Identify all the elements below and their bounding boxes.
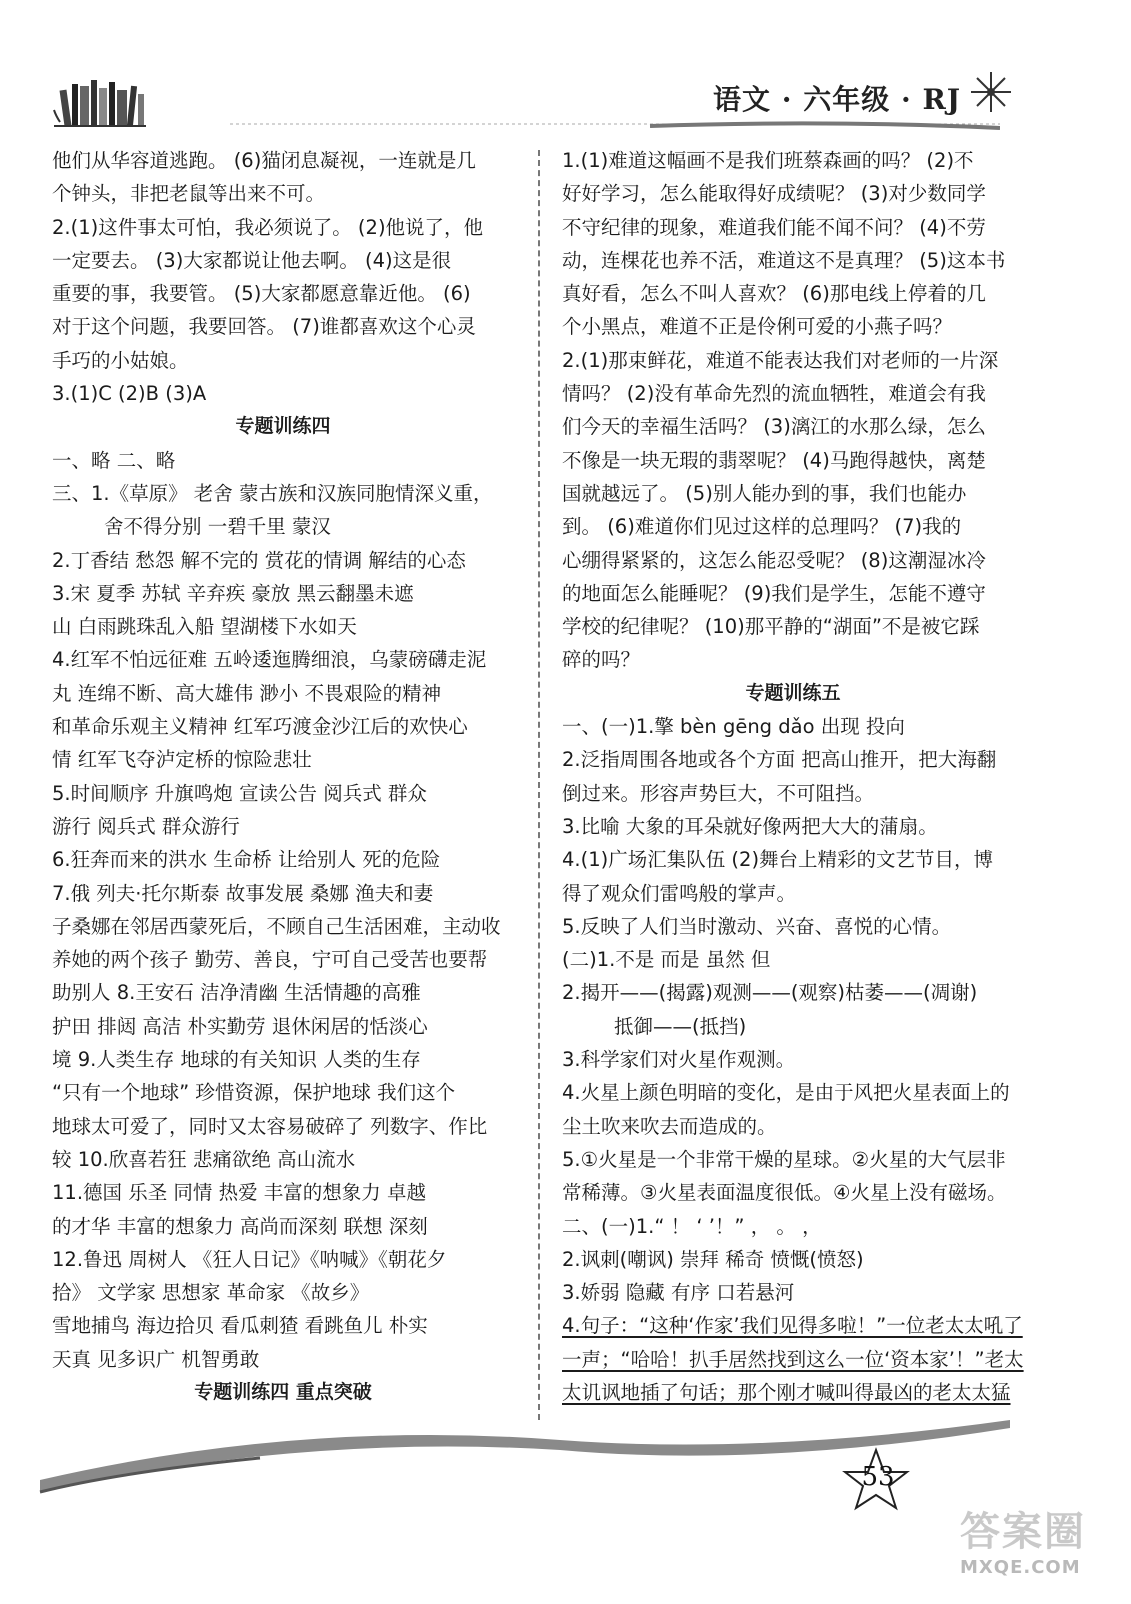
star-decoration-icon: [969, 70, 1013, 114]
page-header: [0, 0, 1131, 140]
text-line: 情 红军飞夺泸定桥的惊险悲壮: [52, 748, 312, 772]
text-line: 2.丁香结 愁怨 解不完的 赏花的情调 解结的心态: [52, 548, 466, 572]
text-line: 心绷得紧紧的，这怎么能忍受呢？ (8)这潮湿冰冷: [562, 548, 986, 572]
text-line: 拾》 文学家 思想家 革命家 《故乡》: [52, 1281, 370, 1305]
text-line: 一定要去。 (3)大家都说让他去啊。 (4)这是很: [52, 248, 452, 272]
text-line: 11.德国 乐圣 同情 热爱 丰富的想象力 卓越: [52, 1181, 427, 1205]
page-number: 53: [861, 1462, 895, 1492]
text-line: 2.讽刺(嘲讽) 崇拜 稀奇 愤慨(愤怒): [562, 1247, 864, 1271]
text-line: “只有一个地球” 珍惜资源，保护地球 我们这个: [52, 1081, 456, 1105]
text-line-indented: 抵御——(抵挡): [614, 1014, 747, 1038]
text-line: 动，连棵花也养不活，难道这不是真理？ (5)这本书: [562, 248, 1006, 272]
text-line: 子桑娜在邻居西蒙死后，不顾自己生活困难，主动收: [52, 914, 501, 938]
text-line: 手巧的小姑娘。: [52, 348, 189, 372]
books-icon: [52, 76, 148, 128]
text-line: 们今天的幸福生活吗？ (3)漓江的水那么绿，怎么: [562, 415, 986, 439]
text-line: 游行 阅兵式 群众游行: [52, 814, 240, 838]
text-line: 1.(1)难道这幅画不是我们班蔡森画的吗？ (2)不: [562, 149, 974, 172]
section-heading: 专题训练四 重点突破: [194, 1380, 372, 1403]
text-line: 4.红军不怕远征难 五岭逶迤腾细浪，乌蒙磅礴走泥: [52, 648, 487, 672]
text-line: 常稀薄。③火星表面温度很低。④火星上没有磁场。: [562, 1181, 1007, 1205]
text-line: 得了观众们雷鸣般的掌声。: [562, 881, 797, 905]
text-line: 3.娇弱 隐藏 有序 口若悬河: [562, 1281, 795, 1305]
right-column: [562, 144, 1024, 1409]
text-line: (二)1.不是 而是 虽然 但: [562, 948, 771, 972]
text-line: 天真 见多识广 机智勇敢: [52, 1347, 260, 1371]
text-line: 地球太可爱了，同时又太容易破碎了 列数字、作比: [52, 1114, 488, 1138]
text-line: 4.(1)广场汇集队伍 (2)舞台上精彩的文艺节目，博: [562, 848, 994, 872]
text-line: 5.反映了人们当时激动、兴奋、喜悦的心情。: [562, 914, 952, 938]
text-line: 2.(1)这件事太可怕，我必须说了。 (2)他说了，他: [52, 215, 484, 239]
text-line: 好好学习，怎么能取得好成绩呢？ (3)对少数同学: [562, 182, 986, 206]
text-line: 二、(一)1.“ ！ ‘ ’！” ， 。 ，: [562, 1214, 822, 1238]
watermark: [960, 1500, 1086, 1578]
section-heading: 专题训练五: [745, 681, 841, 704]
text-line: 个钟头，非把老鼠等出来不可。: [52, 182, 326, 206]
text-line: 3.科学家们对火星作观测。: [562, 1048, 796, 1072]
watermark-title: 答案圈: [960, 1509, 1086, 1555]
text-line: 不守纪律的现象，难道我们能不闻不问？ (4)不劳: [562, 215, 986, 239]
section-heading: 专题训练四: [235, 415, 331, 438]
underlined-text-line: 4.句子：“这种‘作家’我们见得多啦！”一位老太太吼了: [562, 1314, 1023, 1338]
text-line-indented: 舍不得分别 一碧千里 蒙汉: [104, 515, 331, 539]
text-line: 的才华 丰富的想象力 高尚而深刻 联想 深刻: [52, 1214, 428, 1238]
text-line: 7.俄 列夫·托尔斯泰 故事发展 桑娜 渔夫和妻: [52, 881, 434, 905]
text-line: 2.泛指周围各地或各个方面 把高山推开，把大海翻: [562, 748, 997, 772]
text-line: 较 10.欣喜若狂 悲痛欲绝 高山流水: [52, 1147, 356, 1171]
text-line: 尘土吹来吹去而造成的。: [562, 1114, 777, 1138]
text-line: 国就越远了。 (5)别人能办到的事，我们也能办: [562, 481, 967, 505]
text-line: 情吗？ (2)没有革命先烈的流血牺牲，难道会有我: [562, 382, 986, 406]
text-line: 12.鲁迅 周树人 《狂人日记》《呐喊》《朝花夕: [52, 1247, 447, 1271]
text-line: 3.宋 夏季 苏轼 辛弃疾 豪放 黑云翻墨未遮: [52, 581, 414, 605]
text-line: 真好看，怎么不叫人喜欢？ (6)那电线上停着的几: [562, 282, 986, 306]
text-line: 不像是一块无瑕的翡翠呢？ (4)马跑得越快，离楚: [562, 448, 986, 472]
text-line: 丸 连绵不断、高大雄伟 渺小 不畏艰险的精神: [52, 681, 442, 705]
subject-grade-label: 语文 · 六年级 · RJ: [712, 83, 961, 116]
text-line: 6.狂奔而来的洪水 生命桥 让给别人 死的危险: [52, 848, 441, 872]
text-line: 三、1.《草原》 老舍 蒙古族和汉族同胞情深义重，: [52, 481, 493, 505]
text-line: 对于这个问题，我要回答。 (7)谁都喜欢这个心灵: [52, 315, 476, 339]
text-line: 5.①火星是一个非常干燥的星球。②火星的大气层非: [562, 1147, 1006, 1171]
header-rule: [230, 118, 1000, 134]
text-line: 重要的事，我要管。 (5)大家都愿意靠近他。 (6): [52, 282, 471, 306]
text-line: 3.比喻 大象的耳朵就好像两把大大的蒲扇。: [562, 814, 938, 838]
text-line: 和革命乐观主义精神 红军巧渡金沙江后的欢快心: [52, 715, 468, 739]
text-line: 的地面怎么能睡呢？ (9)我们是学生，怎能不遵守: [562, 581, 986, 605]
text-line: 碎的吗？: [562, 648, 641, 672]
text-line: 倒过来。形容声势巨大，不可阻挡。: [562, 781, 875, 805]
underlined-text-line: 一声；“哈哈！扒手居然找到这么一位‘资本家’！”老太: [562, 1347, 1024, 1371]
text-line: 3.(1)C (2)B (3)A: [52, 382, 207, 406]
text-line: 一、(一)1.擎 bèn gēng dǎo 出现 投向: [562, 715, 905, 739]
underlined-text-line: 太讥讽地插了句话；那个刚才喊叫得最凶的老太太猛: [562, 1380, 1011, 1404]
text-line: 学校的纪律呢？ (10)那平静的“湖面”不是被它踩: [562, 615, 980, 639]
left-column: [52, 144, 514, 1409]
text-line: 到。 (6)难道你们见过这样的总理吗？ (7)我的: [562, 515, 962, 539]
text-line: 2.(1)那束鲜花，难道不能表达我们对老师的一片深: [562, 348, 999, 372]
text-line: 雪地捕鸟 海边拾贝 看瓜刺猹 看跳鱼儿 朴实: [52, 1314, 428, 1338]
text-line: 山 白雨跳珠乱入船 望湖楼下水如天: [52, 615, 357, 639]
text-line: 境 9.人类生存 地球的有关知识 人类的生存: [52, 1048, 421, 1072]
text-line: 助别人 8.王安石 洁净清幽 生活情趣的高雅: [52, 981, 421, 1005]
text-line: 护田 排闼 高洁 朴实勤劳 退休闲居的恬淡心: [52, 1014, 428, 1038]
watermark-url: MXQE.COM: [960, 1557, 1081, 1578]
text-line: 养她的两个孩子 勤劳、善良，宁可自己受苦也要帮: [52, 948, 488, 972]
text-line: 2.揭开——(揭露)观测——(观察)枯萎——(凋谢): [562, 981, 978, 1005]
text-line: 5.时间顺序 升旗鸣炮 宣读公告 阅兵式 群众: [52, 781, 427, 805]
text-line: 他们从华容道逃跑。 (6)猫闭息凝视，一连就是几: [52, 149, 476, 172]
column-divider: [538, 150, 540, 1420]
text-line: 一、略 二、略: [52, 448, 176, 472]
text-line: 4.火星上颜色明暗的变化，是由于风把火星表面上的: [562, 1081, 1010, 1105]
text-line: 个小黑点，难道不正是伶俐可爱的小燕子吗？: [562, 315, 953, 339]
